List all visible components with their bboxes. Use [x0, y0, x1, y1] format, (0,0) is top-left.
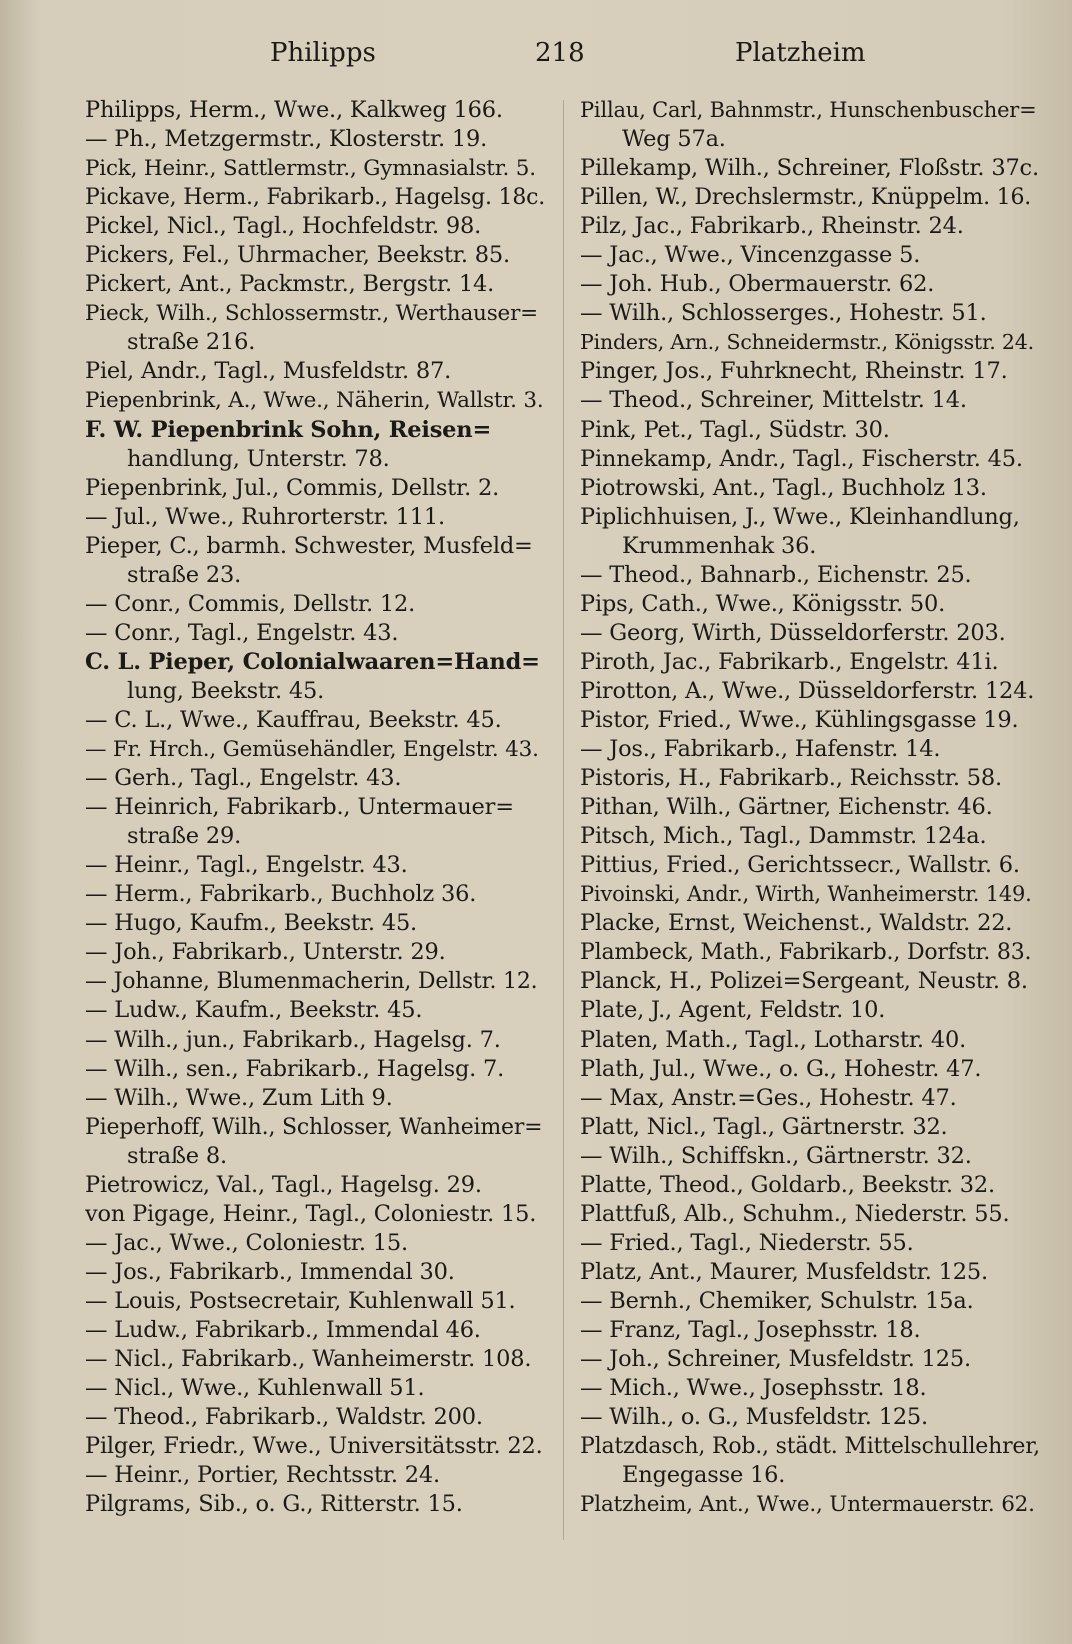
directory-entry-line: — Heinrich, Fabrikarb., Untermauer=: [85, 794, 514, 821]
directory-entry-line: Planck, H., Polizei=Sergeant, Neustr. 8.: [580, 968, 1028, 995]
directory-entry-line: — Fr. Hrch., Gemüsehändler, Engelstr. 43.: [85, 737, 539, 763]
directory-entry-line: Platte, Theod., Goldarb., Beekstr. 32.: [580, 1171, 995, 1198]
directory-entry-line: — Nicl., Wwe., Kuhlenwall 51.: [85, 1375, 425, 1402]
directory-entry-line: Pilger, Friedr., Wwe., Universitätsstr. 22.: [85, 1433, 543, 1460]
directory-entry-line: — Heinr., Tagl., Engelstr. 43.: [85, 852, 408, 879]
directory-entry-line: Pistor, Fried., Wwe., Kühlingsgasse 19.: [580, 706, 1019, 733]
directory-entry-line: — Franz, Tagl., Josephsstr. 18.: [580, 1316, 921, 1343]
directory-entry-line: — Wilh., sen., Fabrikarb., Hagelsg. 7.: [85, 1055, 505, 1082]
directory-entry-line: F. W. Piepenbrink Sohn, Reisen=: [85, 416, 492, 443]
directory-entry-line: Pieck, Wilh., Schlossermstr., Werthauser=: [85, 301, 538, 327]
directory-entry-line: — Joh., Schreiner, Musfeldstr. 125.: [580, 1346, 971, 1373]
directory-entry-line: — Mich., Wwe., Josephsstr. 18.: [580, 1375, 927, 1402]
directory-entry-line: — Wilh., Wwe., Zum Lith 9.: [85, 1084, 393, 1111]
directory-entry-line: Weg 57a.: [622, 126, 726, 153]
directory-entry-line: — Heinr., Portier, Rechtsstr. 24.: [85, 1462, 440, 1489]
directory-entry-line: Pips, Cath., Wwe., Königsstr. 50.: [580, 590, 946, 617]
directory-entry-line: — Jul., Wwe., Ruhrorterstr. 111.: [85, 503, 445, 530]
directory-entry-line: Pilgrams, Sib., o. G., Ritterstr. 15.: [85, 1491, 463, 1518]
directory-entry-line: Piepenbrink, Jul., Commis, Dellstr. 2.: [85, 474, 500, 501]
directory-entry-line: von Pigage, Heinr., Tagl., Coloniestr. 15.: [85, 1200, 537, 1227]
header-last-entry: Platzheim: [735, 38, 866, 68]
directory-entry-line: Pieperhoff, Wilh., Schlosser, Wanheimer=: [85, 1114, 543, 1140]
directory-entry-line: Piel, Andr., Tagl., Musfeldstr. 87.: [85, 358, 452, 385]
directory-entry-line: Pickers, Fel., Uhrmacher, Beekstr. 85.: [85, 242, 510, 269]
directory-entry-line: — Hugo, Kaufm., Beekstr. 45.: [85, 910, 418, 937]
directory-entry-line: — Joh. Hub., Obermauerstr. 62.: [580, 271, 935, 298]
directory-entry-line: — Jac., Wwe., Coloniestr. 15.: [85, 1229, 408, 1256]
directory-entry-line: — C. L., Wwe., Kauffrau, Beekstr. 45.: [85, 706, 502, 733]
directory-entry-line: Plambeck, Math., Fabrikarb., Dorfstr. 83.: [580, 940, 1032, 966]
directory-entry-line: lung, Beekstr. 45.: [127, 677, 325, 704]
directory-entry-line: Pirotton, A., Wwe., Düsseldorferstr. 124.: [580, 677, 1035, 704]
directory-entry-line: handlung, Unterstr. 78.: [127, 445, 390, 472]
directory-entry-line: — Wilh., Schlosserges., Hohestr. 51.: [580, 300, 987, 327]
directory-entry-line: Platt, Nicl., Tagl., Gärtnerstr. 32.: [580, 1113, 948, 1140]
directory-entry-line: Plath, Jul., Wwe., o. G., Hohestr. 47.: [580, 1055, 982, 1082]
directory-entry-line: Platzheim, Ant., Wwe., Untermauerstr. 62.: [580, 1492, 1035, 1518]
directory-entry-line: — Theod., Bahnarb., Eichenstr. 25.: [580, 561, 972, 588]
directory-entry-line: — Georg, Wirth, Düsseldorferstr. 203.: [580, 619, 1006, 646]
directory-entry-line: Platzdasch, Rob., städt. Mittelschullehrer,: [580, 1434, 1040, 1460]
directory-entry-line: Pistoris, H., Fabrikarb., Reichsstr. 58.: [580, 765, 1002, 792]
directory-entry-line: — Theod., Schreiner, Mittelstr. 14.: [580, 387, 967, 414]
directory-entry-line: — Ludw., Fabrikarb., Immendal 46.: [85, 1316, 481, 1343]
directory-entry-line: Piroth, Jac., Fabrikarb., Engelstr. 41i.: [580, 648, 999, 675]
directory-entry-line: — Ludw., Kaufm., Beekstr. 45.: [85, 997, 423, 1024]
directory-entry-line: Plattfuß, Alb., Schuhm., Niederstr. 55.: [580, 1200, 1010, 1227]
directory-entry-line: — Gerh., Tagl., Engelstr. 43.: [85, 765, 402, 792]
directory-entry-line: Krummenhak 36.: [622, 532, 817, 559]
directory-entry-line: Engegasse 16.: [622, 1462, 786, 1489]
directory-entry-line: — Max, Anstr.=Ges., Hohestr. 47.: [580, 1084, 957, 1111]
directory-entry-line: Platen, Math., Tagl., Lotharstr. 40.: [580, 1026, 967, 1053]
directory-entry-line: — Wilh., Schiffskn., Gärtnerstr. 32.: [580, 1142, 972, 1169]
left-column: [85, 96, 545, 1519]
right-column: [580, 96, 1040, 1519]
directory-entry-line: — Johanne, Blumenmacherin, Dellstr. 12.: [85, 969, 538, 995]
directory-entry-line: Piplichhuisen, J., Wwe., Kleinhandlung,: [580, 503, 1020, 530]
directory-entry-line: — Nicl., Fabrikarb., Wanheimerstr. 108.: [85, 1346, 532, 1373]
directory-entry-line: Pinders, Arn., Schneidermstr., Königsstr. 24.: [580, 330, 1034, 355]
directory-entry-line: — Conr., Tagl., Engelstr. 43.: [85, 619, 399, 646]
directory-entry-line: Pinnekamp, Andr., Tagl., Fischerstr. 45.: [580, 445, 1023, 472]
directory-entry-line: straße 216.: [127, 329, 256, 356]
directory-entry-line: Pithan, Wilh., Gärtner, Eichenstr. 46.: [580, 794, 993, 821]
directory-entry-line: C. L. Pieper, Colonialwaaren=Hand=: [85, 648, 540, 675]
directory-entry-line: — Fried., Tagl., Niederstr. 55.: [580, 1229, 914, 1256]
directory-entry-line: — Wilh., o. G., Musfeldstr. 125.: [580, 1404, 928, 1431]
directory-entry-line: Pillekamp, Wilh., Schreiner, Floßstr. 37c.: [580, 155, 1039, 182]
directory-entry-line: Pillau, Carl, Bahnmstr., Hunschenbuscher=: [580, 98, 1037, 122]
directory-entry-line: — Bernh., Chemiker, Schulstr. 15a.: [580, 1287, 974, 1314]
directory-entry-line: Pieper, C., barmh. Schwester, Musfeld=: [85, 532, 533, 559]
directory-entry-line: Pivoinski, Andr., Wirth, Wanheimerstr. 149.: [580, 882, 1032, 907]
directory-entry-line: straße 8.: [127, 1142, 227, 1169]
directory-entry-line: Pinger, Jos., Fuhrknecht, Rheinstr. 17.: [580, 358, 1008, 385]
directory-entry-line: Placke, Ernst, Weichenst., Waldstr. 22.: [580, 910, 1013, 937]
directory-entry-line: Pietrowicz, Val., Tagl., Hagelsg. 29.: [85, 1171, 482, 1198]
directory-entry-line: Pittius, Fried., Gerichtssecr., Wallstr. 6.: [580, 852, 1020, 879]
directory-entry-line: — Theod., Fabrikarb., Waldstr. 200.: [85, 1404, 483, 1431]
directory-entry-line: — Herm., Fabrikarb., Buchholz 36.: [85, 881, 477, 908]
directory-entry-line: Philipps, Herm., Wwe., Kalkweg 166.: [85, 97, 503, 123]
directory-entry-line: Pick, Heinr., Sattlermstr., Gymnasialstr. 5.: [85, 156, 536, 182]
directory-entry-line: straße 23.: [127, 561, 242, 588]
directory-entry-line: Platz, Ant., Maurer, Musfeldstr. 125.: [580, 1258, 988, 1285]
directory-entry-line: Pillen, W., Drechslermstr., Knüppelm. 16.: [580, 185, 1032, 211]
directory-entry-line: Pickert, Ant., Packmstr., Bergstr. 14.: [85, 271, 495, 298]
directory-entry-line: — Jos., Fabrikarb., Hafenstr. 14.: [580, 736, 941, 763]
header-first-entry: Philipps: [270, 38, 376, 68]
directory-entry-line: Pilz, Jac., Fabrikarb., Rheinstr. 24.: [580, 213, 964, 240]
directory-entry-line: — Joh., Fabrikarb., Unterstr. 29.: [85, 939, 446, 966]
page-number: 218: [535, 38, 585, 68]
directory-entry-line: Piotrowski, Ant., Tagl., Buchholz 13.: [580, 474, 987, 501]
directory-entry-line: Pink, Pet., Tagl., Südstr. 30.: [580, 416, 890, 443]
directory-entry-line: Pickel, Nicl., Tagl., Hochfeldstr. 98.: [85, 213, 482, 240]
column-divider: [563, 100, 564, 1540]
directory-entry-line: — Louis, Postsecretair, Kuhlenwall 51.: [85, 1287, 516, 1314]
directory-entry-line: Pitsch, Mich., Tagl., Dammstr. 124a.: [580, 823, 987, 850]
directory-entry-line: — Conr., Commis, Dellstr. 12.: [85, 590, 416, 617]
page-header: [80, 38, 1040, 78]
directory-entry-line: — Wilh., jun., Fabrikarb., Hagelsg. 7.: [85, 1026, 501, 1053]
directory-entry-line: — Jac., Wwe., Vincenzgasse 5.: [580, 242, 921, 269]
directory-entry-line: — Ph., Metzgermstr., Klosterstr. 19.: [85, 126, 488, 153]
directory-entry-line: Pickave, Herm., Fabrikarb., Hagelsg. 18c.: [85, 185, 545, 211]
directory-entry-line: — Jos., Fabrikarb., Immendal 30.: [85, 1258, 455, 1285]
directory-entry-line: Piepenbrink, A., Wwe., Näherin, Wallstr. 3.: [85, 388, 544, 414]
directory-entry-line: straße 29.: [127, 823, 242, 850]
directory-entry-line: Plate, J., Agent, Feldstr. 10.: [580, 997, 886, 1024]
